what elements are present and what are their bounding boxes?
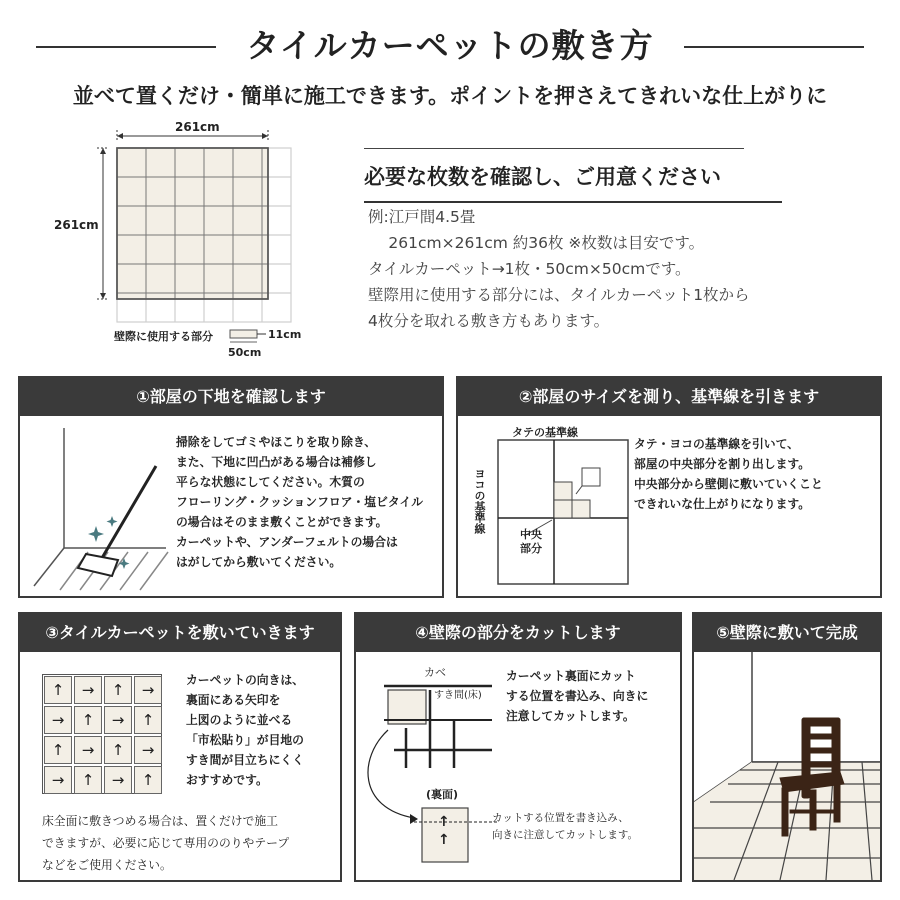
- horizontal-line-label: ヨコの基準線: [473, 468, 486, 534]
- need-heading: 必要な枚数を確認し、ご用意ください: [364, 165, 721, 189]
- step4-note: [492, 810, 638, 844]
- step3-description: [186, 670, 304, 790]
- tile-size-label: 50cm: [228, 346, 262, 359]
- step3-line: おすすめです。: [186, 773, 268, 787]
- need-line: タイルカーペット→1枚・50cm×50cmです。: [368, 260, 691, 278]
- step1-line: 平らな状態にしてください。木質の: [176, 475, 365, 489]
- need-underline: [364, 201, 782, 203]
- title-rule-right: [684, 46, 864, 48]
- step1-line: 掃除をしてゴミやほこりを取り除き、: [176, 435, 377, 449]
- step3-line: すき間が目立ちにくく: [186, 753, 304, 767]
- arrow-tile: ↑: [44, 736, 72, 764]
- arrow-tile: →: [74, 676, 102, 704]
- step1-line: フローリング・クッションフロア・塩ビタイル: [176, 495, 424, 509]
- step3-line: 「市松貼り」が目地の: [186, 733, 304, 747]
- step4-line: カーペット裏面にカット: [506, 669, 636, 683]
- arrow-tile: →: [44, 706, 72, 734]
- arrow-tile: ↑: [134, 706, 162, 734]
- arrow-tile: →: [44, 766, 72, 794]
- step5-panel: [692, 612, 882, 882]
- tile-count-diagram: [30, 112, 330, 374]
- need-line: 壁際用に使用する部分には、タイルカーペット1枚から: [368, 286, 750, 304]
- page-title: タイルカーペットの敷き方: [246, 26, 654, 65]
- step4-line: する位置を書込み、向きに: [506, 689, 649, 703]
- step4-description: [506, 666, 648, 726]
- vertical-line-label: タテの基準線: [512, 426, 578, 439]
- gap-label: すき間(床): [434, 690, 482, 701]
- step4-line: 注意してカットします。: [506, 709, 635, 723]
- back-arrow-bottom: ↑: [438, 832, 450, 848]
- arrow-tile: →: [104, 766, 132, 794]
- need-description: [368, 204, 868, 334]
- step2-line: 部屋の中央部分を割り出します。: [634, 457, 811, 471]
- center-label-bottom: 部分: [520, 542, 542, 555]
- center-label-top: 中央: [520, 528, 542, 541]
- step2-description: [634, 434, 823, 514]
- step3-note: [42, 810, 289, 876]
- broom-cleaning-icon: [26, 418, 176, 598]
- edge-part-label: 壁際に使用する部分: [114, 330, 213, 343]
- step1-heading: ①部屋の下地を確認します: [20, 378, 442, 416]
- arrow-tile: →: [134, 676, 162, 704]
- arrow-tile: →: [134, 736, 162, 764]
- need-line: 例:江戸間4.5畳: [368, 208, 476, 226]
- step2-panel: [456, 376, 882, 598]
- step3-panel: [18, 612, 342, 882]
- step2-line: 中央部分から壁側に敷いていくこと: [634, 477, 823, 491]
- arrow-tile: ↑: [74, 766, 102, 794]
- arrow-tile-grid: [42, 674, 162, 794]
- need-section: [364, 148, 784, 203]
- height-label: 261cm: [54, 218, 99, 232]
- title-area: [0, 24, 900, 68]
- step3-line: 上図のように並べる: [186, 713, 293, 727]
- step3-note-line: 床全面に敷きつめる場合は、置くだけで施工: [42, 814, 278, 828]
- step3-heading: ③タイルカーペットを敷いていきます: [20, 614, 340, 652]
- arrow-tile: ↑: [104, 676, 132, 704]
- step4-note-line: カットする位置を書き込み、: [492, 812, 629, 824]
- page-subtitle: 並べて置くだけ・簡単に施工できます。ポイントを押さえてきれいな仕上がりに: [72, 84, 828, 108]
- step1-line: の場合はそのまま敷くことができます。: [176, 515, 388, 529]
- step1-line: また、下地に凹凸がある場合は補修し: [176, 455, 377, 469]
- back-arrow-top: ↑: [438, 814, 450, 830]
- step3-note-line: できますが、必要に応じて専用ののりやテープ: [42, 836, 290, 850]
- step1-line: はがしてから敷いてください。: [176, 555, 342, 569]
- wall-label: カベ: [424, 666, 446, 679]
- step4-note-line: 向きに注意してカットします。: [492, 829, 639, 841]
- arrow-tile: →: [104, 706, 132, 734]
- step1-line: カーペットや、アンダーフェルトの場合は: [176, 535, 398, 549]
- step3-line: 裏面にある矢印を: [186, 693, 281, 707]
- step1-panel: [18, 376, 444, 598]
- arrow-tile: ↑: [74, 706, 102, 734]
- edge-size-label: 11cm: [268, 328, 302, 341]
- need-top-rule: [364, 148, 744, 149]
- step5-heading: ⑤壁際に敷いて完成: [694, 614, 880, 652]
- back-side-label: (裏面): [426, 788, 459, 801]
- step1-description: [176, 432, 423, 572]
- arrow-tile: ↑: [44, 676, 72, 704]
- step3-line: カーペットの向きは、: [186, 673, 304, 687]
- step2-heading: ②部屋のサイズを測り、基準線を引きます: [458, 378, 880, 416]
- width-label: 261cm: [175, 120, 220, 134]
- reference-line-diagram: [488, 422, 638, 592]
- need-line: 4枚分を取れる敷き方もあります。: [368, 312, 610, 330]
- step2-line: できれいな仕上がりになります。: [634, 497, 811, 511]
- arrow-tile: →: [74, 736, 102, 764]
- step4-panel: [354, 612, 682, 882]
- need-line: 261cm×261cm 約36枚 ※枚数は目安です。: [368, 234, 705, 252]
- title-rule-left: [36, 46, 216, 48]
- step3-note-line: などをご使用ください。: [42, 858, 172, 872]
- arrow-tile: ↑: [104, 736, 132, 764]
- step4-heading: ④壁際の部分をカットします: [356, 614, 680, 652]
- arrow-tile: ↑: [134, 766, 162, 794]
- finished-room-illustration: [694, 652, 880, 880]
- step2-line: タテ・ヨコの基準線を引いて、: [634, 437, 799, 451]
